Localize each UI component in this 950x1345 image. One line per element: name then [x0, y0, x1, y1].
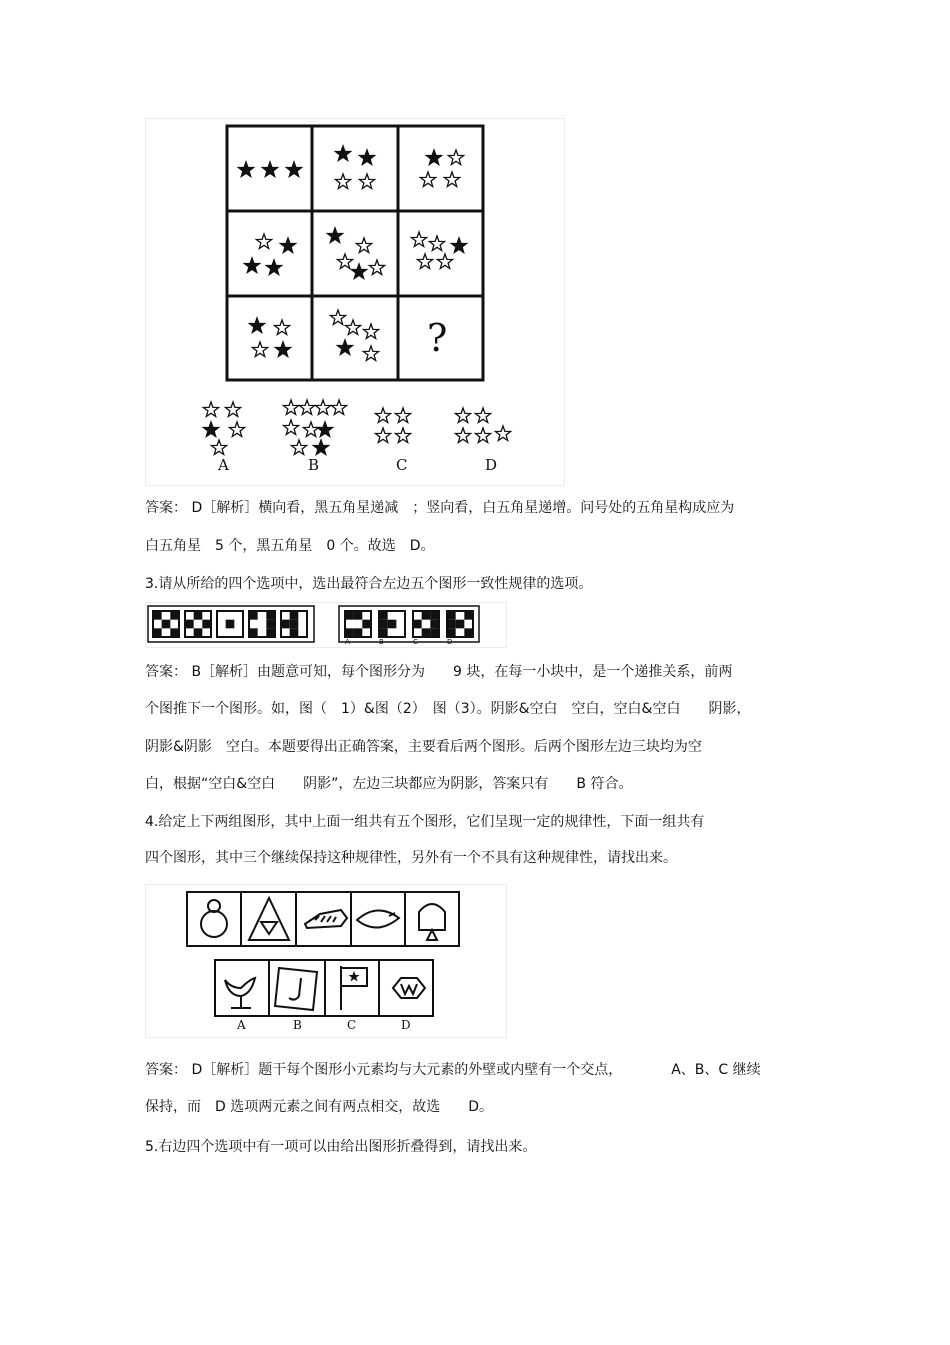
pattern-cell — [194, 628, 203, 637]
white-star-icon — [495, 426, 510, 441]
white-star-icon — [375, 428, 390, 443]
pattern-cell — [447, 620, 456, 629]
black-star-icon — [359, 150, 374, 165]
white-star-icon — [225, 402, 240, 417]
pattern-cell — [464, 628, 473, 637]
white-star-icon — [369, 260, 384, 275]
pattern-cell — [290, 628, 299, 637]
pattern-cell — [266, 611, 275, 620]
shape-groups — [145, 884, 507, 1038]
white-star-icon — [455, 428, 470, 443]
black-star-icon — [249, 318, 264, 333]
q4-answer-line-2: 保持，而 D 选项两元素之间有两点相交，故选 D。 — [145, 1099, 494, 1115]
black-star-icon — [426, 150, 441, 165]
q4-title-line-2: 四个图形，其中三个继续保持这种规律性，另外有一个不具有这种规律性，请找出来。 — [145, 850, 677, 866]
white-star-icon — [345, 320, 360, 335]
white-star-icon — [444, 172, 459, 187]
black-star-icon — [317, 422, 332, 437]
pattern-cell — [281, 620, 290, 629]
white-star-icon — [395, 408, 410, 423]
pattern-option-c-label: C — [413, 638, 418, 646]
q4-answer-line-1: 答案： D［解析］题干每个图形小元素均与大元素的外壁或内壁有一个交点， A、B、C 继续 — [145, 1062, 761, 1078]
shape-option-d-label: D — [401, 1018, 411, 1032]
white-star-icon — [437, 254, 452, 269]
white-star-icon — [299, 400, 314, 415]
white-star-icon — [448, 150, 463, 165]
pattern-cell — [456, 620, 465, 629]
option-b-label: B — [308, 456, 320, 474]
q3-answer-line-3: 阴影&阴影 空白。本题要得出正确答案，主要看后两个图形。后两个图形左边三块均为空 — [145, 739, 702, 755]
pattern-tiles — [145, 602, 507, 648]
pattern-cell — [379, 611, 388, 620]
pattern-cell — [185, 620, 194, 629]
white-star-icon — [203, 402, 218, 417]
pattern-cell — [290, 620, 299, 629]
white-star-icon — [291, 440, 306, 455]
pattern-cell — [430, 628, 439, 637]
pattern-strip-figure — [145, 602, 507, 648]
pattern-cell — [379, 620, 388, 629]
pattern-cell — [388, 620, 397, 629]
question-mark: ? — [427, 316, 448, 360]
white-star-icon — [330, 310, 345, 325]
white-star-icon — [211, 440, 226, 455]
pattern-cell — [249, 611, 258, 620]
q2-answer-line-1: 答案： D［解析］横向看，黑五角星递减 ；竖向看，白五角星递增。问号处的五角星构成应为 — [145, 500, 735, 516]
shape-option-b-label: B — [293, 1018, 302, 1032]
white-star-icon — [375, 408, 390, 423]
black-star-icon — [286, 162, 301, 177]
pattern-cell — [379, 628, 388, 637]
pattern-option-b-label: B — [379, 638, 384, 646]
shape-option-a-label: A — [237, 1018, 246, 1032]
white-star-icon — [475, 428, 490, 443]
pattern-cell — [290, 611, 299, 620]
white-star-icon — [252, 342, 267, 357]
white-star-icon — [429, 236, 444, 251]
white-star-icon — [420, 172, 435, 187]
black-star-icon — [203, 422, 218, 437]
pattern-cell — [447, 611, 456, 620]
black-star-icon — [266, 260, 281, 275]
white-star-icon — [356, 238, 371, 253]
white-star-icon — [337, 254, 352, 269]
white-star-icon — [229, 422, 244, 437]
pattern-cell — [430, 611, 439, 620]
pattern-cell — [464, 611, 473, 620]
option-a-label: A — [218, 456, 229, 474]
pattern-cell — [413, 620, 422, 629]
pattern-cell — [226, 620, 235, 629]
pattern-cell — [345, 628, 354, 637]
white-star-icon — [395, 428, 410, 443]
white-star-icon — [283, 420, 298, 435]
pattern-cell — [354, 611, 363, 620]
pattern-cell — [162, 620, 171, 629]
white-star-icon — [283, 400, 298, 415]
pattern-cell — [422, 611, 431, 620]
white-star-icon — [363, 346, 378, 361]
white-star-icon — [331, 400, 346, 415]
q5-title: 5.右边四个选项中有一项可以由给出图形折叠得到，请找出来。 — [145, 1139, 537, 1155]
white-star-icon — [455, 408, 470, 423]
black-star-icon — [337, 340, 352, 355]
pattern-cell — [194, 611, 203, 620]
white-star-icon — [363, 324, 378, 339]
pattern-cell — [345, 611, 354, 620]
q4-title-line-1: 4.给定上下两组图形，其中上面一组共有五个图形，它们呈现一定的规律性，下面一组共有 — [145, 814, 705, 830]
pattern-option-a-label: A — [345, 638, 350, 646]
white-star-icon — [411, 232, 426, 247]
pattern-cell — [362, 620, 371, 629]
star-grid — [145, 118, 565, 486]
shape-option-c-label: C — [347, 1018, 357, 1032]
white-star-icon — [315, 400, 330, 415]
white-star-icon — [274, 320, 289, 335]
pattern-cell — [447, 628, 456, 637]
white-star-icon — [335, 174, 350, 189]
black-star-icon — [335, 146, 350, 161]
pattern-cell — [170, 628, 179, 637]
white-star-icon — [256, 234, 271, 249]
pattern-cell — [153, 611, 162, 620]
q3-answer-line-1: 答案： B［解析］由题意可知，每个图形分为 9 块，在每一小块中，是一个递推关系，前两 — [145, 664, 733, 680]
star-puzzle-figure — [145, 118, 565, 486]
black-star-icon — [451, 238, 466, 253]
black-star-icon — [262, 162, 277, 177]
pattern-cell — [354, 628, 363, 637]
black-star-icon — [327, 228, 342, 243]
shape-groups-figure — [145, 884, 507, 1038]
pattern-option-d-label: D — [447, 638, 453, 646]
white-star-icon — [359, 174, 374, 189]
option-c-label: C — [396, 456, 408, 474]
option-d-label: D — [485, 456, 498, 474]
pattern-cell — [249, 628, 258, 637]
black-star-icon — [244, 258, 259, 273]
white-star-icon — [417, 254, 432, 269]
q3-title: 3.请从所给的四个选项中，选出最符合左边五个图形一致性规律的选项。 — [145, 576, 593, 592]
pattern-cell — [422, 628, 431, 637]
black-star-icon — [351, 264, 366, 279]
pattern-cell — [153, 628, 162, 637]
pattern-cell — [202, 620, 211, 629]
pattern-cell — [266, 620, 275, 629]
black-star-icon — [280, 238, 295, 253]
white-star-icon — [475, 408, 490, 423]
q2-answer-line-2: 白五角星 5 个，黑五角星 0 个。故选 D。 — [145, 538, 435, 554]
pattern-cell — [430, 620, 439, 629]
q3-answer-line-2: 个图推下一个图形。如，图（ 1）&图（2） 图（3）。阴影&空白 空白，空白&空白 阴影， — [145, 701, 751, 717]
black-star-icon — [238, 162, 253, 177]
q3-answer-line-4: 白，根据“空白&空白 阴影”，左边三块都应为阴影，答案只有 B 符合。 — [145, 776, 633, 792]
black-star-icon — [313, 440, 328, 455]
white-star-icon — [303, 422, 318, 437]
pattern-cell — [170, 611, 179, 620]
pattern-cell — [266, 628, 275, 637]
black-star-icon — [275, 342, 290, 357]
